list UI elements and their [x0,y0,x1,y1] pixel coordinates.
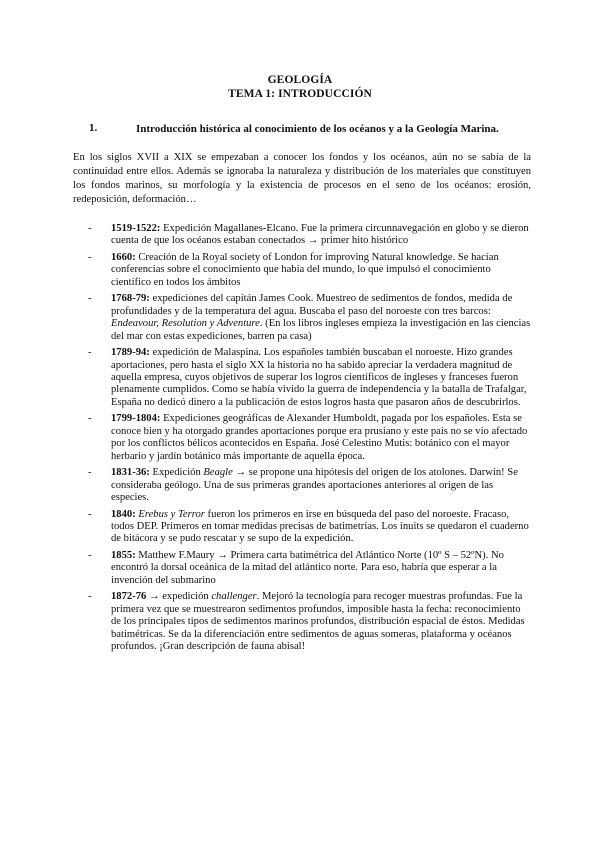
timeline-item [88,413,533,463]
event-text-italic: challenger [211,591,257,603]
timeline-item [88,347,533,409]
event-year: 1855: [111,550,136,562]
event-year: 1799-1804: [111,413,161,425]
event-text: Expedición Magallanes-Elcano. Fue la primera circunnavegación en globo y se dieron cuenta de que los océanos estaban conectados → primer hito histórico [111,223,529,247]
event-text: → se propone una hipótesis del origen de los atolones. Darwin! Se consideraba geólogo. Una de sus primeras grandes aportaciones anteriores al origen de las especies. [111,467,518,504]
event-text: → expedición [146,591,212,603]
event-text: Creación de la Royal society of London for improving Natural knowledge. Se hacían conferencias sobre el conocimiento que había del mundo, lo que impulsó el conocimiento científico en todos los ámbitos [111,252,499,288]
timeline-item [88,591,533,653]
event-text: fueron los primeros en irse en búsqueda del paso del noroeste. Fracaso, todos DEP. Primeros en tomar medidas precisas de batimetrías. Los inuits se quedaron el cuaderno de bitácora y se pudo rescatar y se supo de la expedición. [111,508,529,545]
bullet-dash: - [88,467,92,479]
event-year: 1872-76 [111,591,147,603]
bullet-dash: - [88,591,92,603]
section-heading: Introducción histórica al conocimiento de los océanos y a la Geología Marina. [136,123,499,135]
timeline-list [88,223,533,658]
event-text: . Mejoró la tecnología para recoger muestras profundas. Fue la primera vez que se muestrearon sedimentos profundos, imposible hasta la fecha: reconocimiento de los principales tipos de sedimentos marinos profundos, distribución espacial de éstos. Medidas batimétricas. Se da la diferenciación entre sedimentos de aguas someras, plataforma y océanos profundos. ¡Gran descripción de fauna abisal! [111,591,525,653]
event-text-italic: Beagle [203,467,233,479]
timeline-item [88,509,533,546]
timeline-item [88,252,533,289]
event-year: 1660: [111,252,136,263]
event-text: expedición de Malaspina. Los españoles también buscaban el noroeste. Hizo grandes aportaciones, pero hasta el siglo XX la historia no ha sabido apreciar la verdadera magnitud de aquella empresa, cuyos objetivos de superar los logros científicos de ingleses y franceses fueron plenamente cumplidos. Como se había vivido la guerra de independencia y la batalla de Trafalgar, España no dedicó dinero a la publicación de estos logros hasta que pasaron años de descubrirlos. [111,347,527,408]
event-year: 1789-94: [111,347,150,359]
timeline-item [88,293,533,343]
bullet-dash: - [88,252,92,263]
event-text: . (En los libros ingleses empieza la investigación en las ciencias del mar con estas expediciones, barren pa casa) [111,318,531,342]
timeline-item [88,223,533,248]
bullet-dash: - [88,293,92,305]
bullet-dash: - [88,550,92,562]
event-year: 1768-79: [111,293,150,305]
bullet-dash: - [88,223,92,234]
document-title: GEOLOGÍA [267,74,333,86]
event-year: 1519-1522: [111,223,161,234]
bullet-dash: - [88,347,92,359]
intro-paragraph: En los siglos XVII a XIX se empezaban a conocer los fondos y los océanos, aún no se sabía de la continuidad entre ellos. Además se ignoraba la naturaleza y distribución de los materiales que constituyen los fondos marinos, su morfología y la existencia de procesos en el seno de los océanos: erosión, redeposición, deformación… [73,152,531,205]
event-year: 1840: [111,508,136,520]
timeline-item [88,550,533,587]
timeline-item [88,467,533,504]
event-text: Expedición [149,467,204,479]
event-text: Matthew F.Maury → Primera carta batimétrica del Atlántico Norte (10º S – 52ºN). No encontró la dorsal oceánica de la mitad del atlántico norte. Para eso, habría que esperar a la invención del submarino [111,550,504,586]
event-text: Expediciones geográficas de Alexander Humboldt, pagada por los españoles. Esta se conoce bien y ha otorgado grandes aportaciones porque era prusiano y este país no se vio afectado por los conflictos bélicos acontecidos en España. José Celestino Mutis: botánico con el mayor herbario y jardín botánico más importante de aquella época. [111,413,528,462]
section-number: 1. [89,122,98,134]
event-year: 1831-36: [111,467,150,479]
event-text-italic: Endeavour, Resolution y Adventure [111,318,260,330]
document-subtitle: TEMA 1: INTRODUCCIÓN [228,88,372,100]
bullet-dash: - [88,413,92,425]
event-text-italic: Erebus y Terror [138,508,205,520]
bullet-dash: - [88,508,92,520]
event-text: expediciones del capitán James Cook. Muestreo de sedimentos de fondos, medida de profundidades y de la temperatura del agua. Buscaba el paso del noroeste con tres barcos: [111,293,513,317]
